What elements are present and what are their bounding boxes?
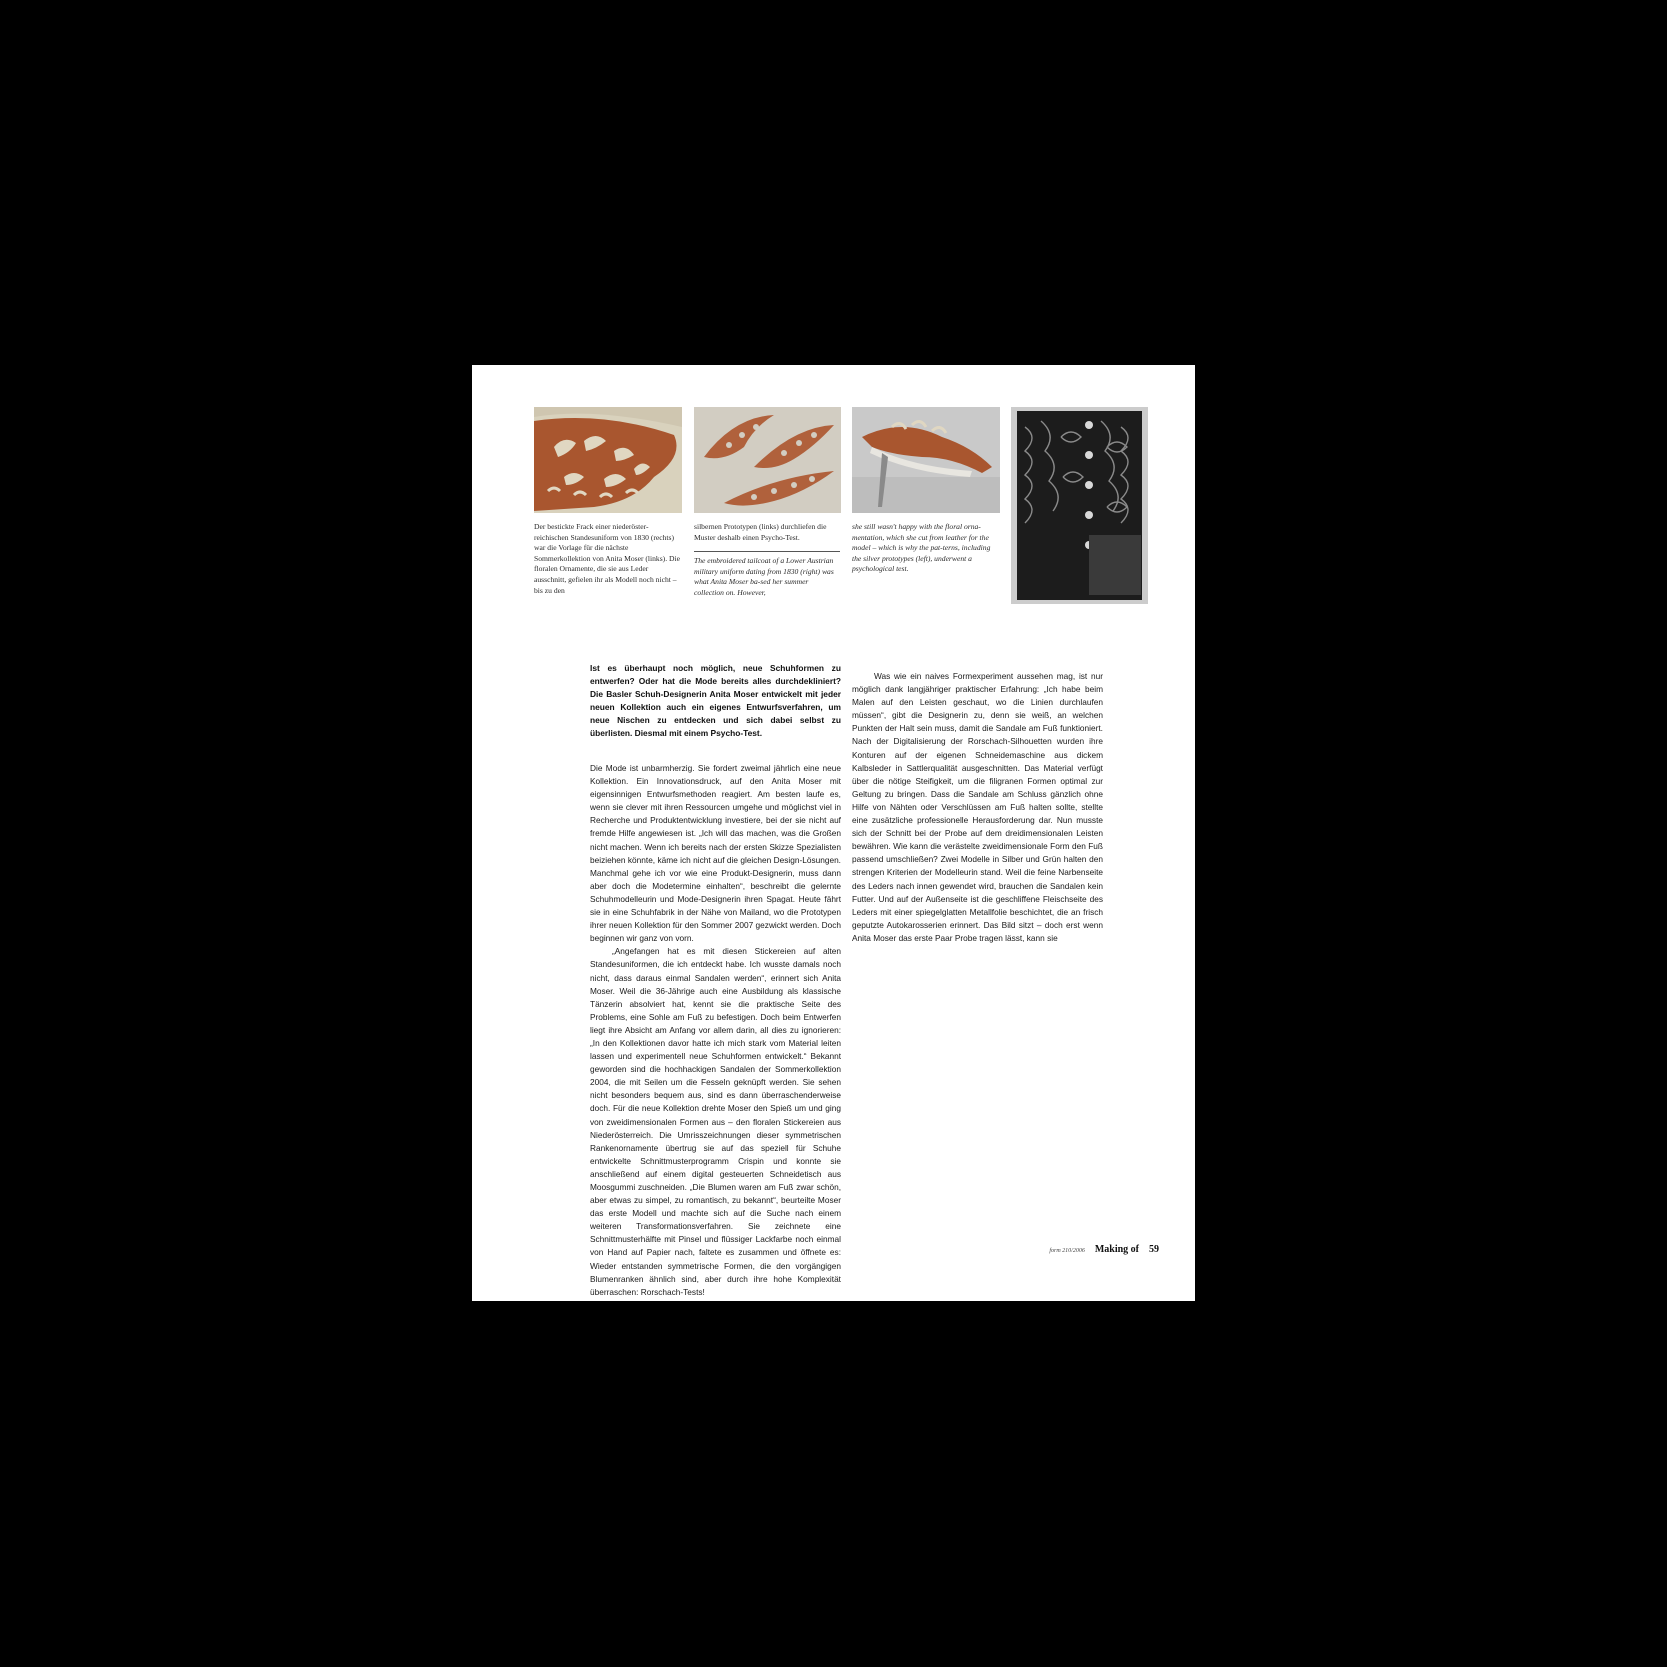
article-lead: Ist es überhaupt noch möglich, neue Schuhformen zu entwerfen? Oder hat die Mode bereits alles durchdekliniert? Die Basler Schuh-Designerin Anita Moser entwickelt mit jeder neuen Kollektion auch ein eigenes Entwurfsverfahren, um neue Nischen zu entdecken und sich dabei selbst zu überlisten. Diesmal mit einem Psycho-Test. [590,663,841,739]
photo-leather-cutout [534,407,682,513]
caption-german-1: Der bestickte Frack einer niederöster-reichischen Standesuniform von 1830 (rechts) war die Vorlage für die nächste Sommerkollektion von Anita Moser (links). Die floralen Ornamente, die sie aus Leder ausschnitt, gefielen ihr als Modell noch nicht – bis zu den [534,522,680,595]
photo-sandal [852,407,1000,513]
page-folio [1049,1239,1159,1257]
article-column-2 [852,670,1103,945]
article-column-1 [590,762,841,1299]
page-number: 59 [1149,1244,1159,1255]
caption-english-1: The embroidered tailcoat of a Lower Austrian military uniform dating from 1830 (right) was what Anita Moser ba-sed her summer collection on. However, [694,556,834,597]
body-paragraph: Was wie ein naives Formexperiment aussehen mag, ist nur möglich dank langjähriger praktischer Erfahrung: „Ich habe beim Malen auf den Leisten geschaut, wo die Linien durchlaufen müssen“, gibt die Designerin zu, denn sie weiß, an welchen Punkten der Halt sein muss, damit die Sandale am Fuß funktioniert. Nach der Digitalisierung der Rorschach-Silhouetten wurden ihre Konturen auf der eigenen Schneidemaschine aus dickem Kalbsleder in Sattlerqualität ausgeschnitten. Das Material verfügt über die nötige Steifigkeit, um die filigranen Formen optimal zur Geltung zu bringen. Dass die Sandale am Schluss gänzlich ohne Hilfe von Nähten oder Verschlüssen am Fuß halten sollte, stellte eine zusätzliche professionelle Herausforderung dar. Nun musste sich der Schnitt bei der Probe auf dem dreidimensionalen Leisten bewähren. Wie kann die verästelte zweidimensionale Form den Fuß passend umschließen? Zwei Modelle in Silber und Grün halten den strengen Kriterien der Modelleurin stand. Weil die feine Narbenseite des Leders nach innen gewendet wird, brauchen die Sandalen kein Futter. Und auf der Außenseite ist die geschliffene Fleischseite des Leders mit einer spiegelglatten Metallfolie beschichtet, die an frisch geputzte Autokarosserien erinnert. Das Bild sitzt – doch erst wenn Anita Moser das erste Paar Probe tragen lässt, kann sie [852,671,1103,943]
caption-divider [694,551,840,552]
caption-german-2: silbernen Prototypen (links) durchliefen die Muster deshalb einen Psycho-Test. [694,522,827,542]
body-paragraph: Die Mode ist unbarmherzig. Sie fordert zweimal jährlich eine neue Kollektion. Ein Innovationsdruck, auf den Anita Moser mit eigensinnigen Entwurfsmethoden reagiert. Am besten laufe es, wenn sie clever mit ihren Ressourcen umgehe und möglichst viel in Recherche und Produktentwicklung investiere, bei der sie nicht auf fremde Hilfe angewiesen ist. „Ich will das machen, was die Großen nicht machen. Wenn ich bereits nach der ersten Skizze Spezialisten beiziehen könnte, käme ich nicht auf die gleichen Design-Lösungen. Manchmal gehe ich vor wie eine Produkt-Designerin, muss dann aber doch die Modetermine einhalten“, beschreibt die gelernte Schuhmodelleurin und Mode-Designerin ihren Spagat. Heute fährt sie in eine Schuhfabrik in der Nähe von Mailand, wo die Prototypen ihrer neuen Kollektion für den Sommer 2007 gezwickt werden. Doch beginnen wir ganz von vorn. [590,763,841,944]
magazine-issue: form 210/2006 [1049,1248,1085,1254]
caption-english-2: she still wasn't happy with the floral orna-mentation, which she cut from leather for the model – which is why the pat-terns, including the silver prototypes (left), underwent a psychological test. [852,522,991,574]
section-title: Making of [1094,1244,1139,1255]
photo-embroidered-tailcoat [1011,407,1148,604]
magazine-page [472,365,1195,1301]
photo-leaf-patterns [694,407,841,513]
body-paragraph: „Angefangen hat es mit diesen Stickereien auf alten Standesuniformen, die ich entdeckt habe. Ich wusste damals noch nicht, dass daraus einmal Sandalen werden“, erinnert sich Anita Moser. Weil die 36-Jährige auch eine Ausbildung als klassische Tänzerin absolviert hat, kennt sie die praktische Seite des Problems, eine Sohle am Fuß zu befestigen. Doch beim Entwerfen liegt ihre Absicht am Anfang vor allem darin, all dies zu ignorieren: „In den Kollektionen davor hatte ich mich stark vom Material leiten lassen und experimentell neue Schuhformen entwickelt.“ Bekannt geworden sind die hochhackigen Sandalen der Sommerkollektion 2004, die mit Seilen um die Fesseln geknüpft werden. Sie sehen nicht besonders bequem aus, sind es dann überraschenderweise doch. Für die neue Kollektion drehte Moser den Spieß um und ging von zweidimensionalen Formen aus – den floralen Stickereien aus Niederösterreich. Die Umrisszeichnungen dieser symmetrischen Rankenornamente übertrug sie auf das speziell für Schuhe entwickelte Schnittmusterprogramm Crispin und konnte sie anschließend auf einem digital gesteuerten Schneidetisch aus Moosgummi zuschneiden. „Die Blumen waren am Fuß zwar schön, aber etwas zu simpel, zu romantisch, zu bekannt“, beurteilte Moser das erste Modell und machte sich auf die Suche nach einem weiteren Transformationsverfahren. Sie zeichnete eine Schnittmusterhälfte mit Pinsel und flüssiger Lackfarbe noch einmal von Hand auf Papier nach, faltete es zusammen und öffnete es: Wieder entstanden symmetrische Formen, die den vorgängigen Blumenranken ähnlich sind, aber durch ihre hohe Komplexität überraschen: Rorschach-Tests! [590,946,841,1297]
